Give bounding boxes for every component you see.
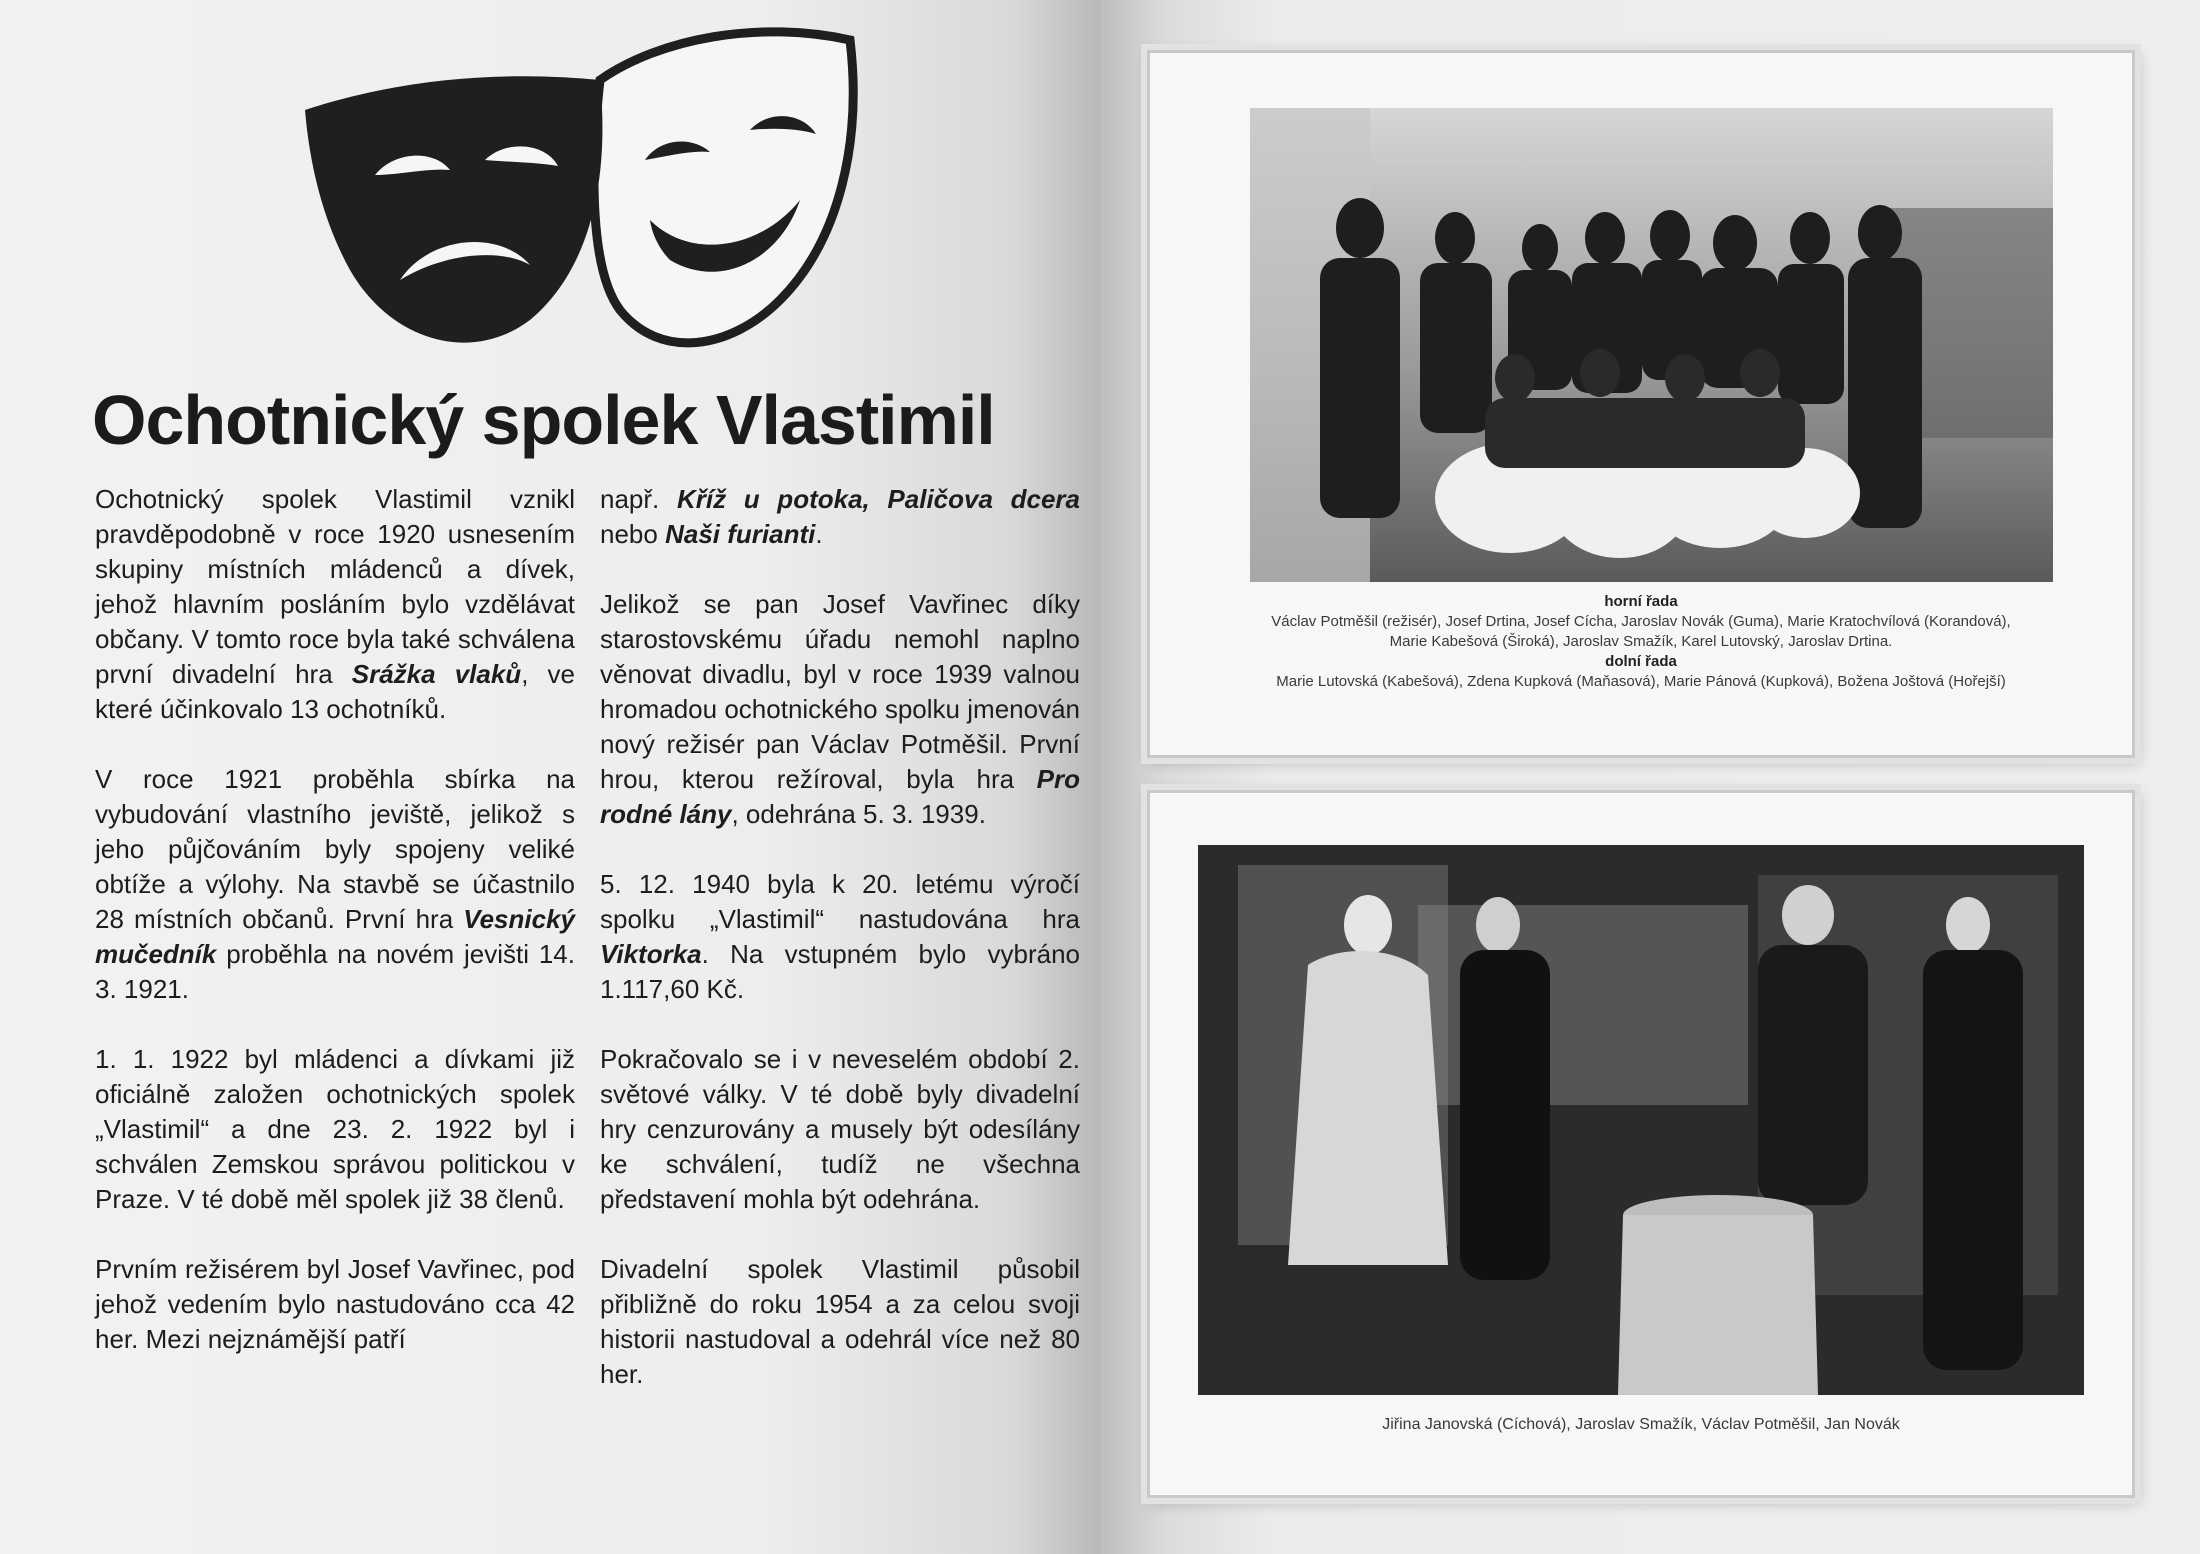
text-column-2 bbox=[600, 482, 1080, 1427]
group-photo bbox=[1250, 108, 2053, 582]
paragraph: Jelikož se pan Josef Vavřinec díky starostovskému úřadu nemohl naplno věnovat divadlu, byl v roce 1939 valnou hromadou ochotnického spolku jmenován nový režisér pan Václav Potměšil. První hrou, kterou režíroval, byla hra Pro rodné lány, odehrána 5. 3. 1939. bbox=[600, 589, 1080, 829]
comedy-mask-icon bbox=[594, 32, 853, 343]
group-photo-caption: horní řada Václav Potměšil (režisér), Josef Drtina, Josef Cícha, Jaroslav Novák (Guma), Marie Kratochvílová (Korandová), Marie Kabešová (Široká), Jaroslav Smažík, Karel Lutovský, Jaroslav Drtina. dolní řada Marie Lutovská (Kabešová), Zdena Kupková (Maňasová), Marie Pánová (Kupková), Božena Joštová (Hořejší) bbox=[1271, 593, 2011, 690]
stage-photo bbox=[1198, 845, 2084, 1395]
stage-photo-caption: Jiřina Janovská (Cíchová), Jaroslav Smažík, Václav Potměšil, Jan Novák bbox=[1382, 1416, 1900, 1433]
page-title: Ochotnický spolek Vlastimil bbox=[92, 381, 995, 459]
actor-figure-1 bbox=[1460, 897, 1550, 1280]
text-column-1 bbox=[95, 482, 575, 1392]
stage-photo-image bbox=[1198, 845, 2084, 1395]
paragraph: Ochotnický spolek Vlastimil vznikl pravděpodobně v roce 1920 usnesením skupiny místních mládenců a dívek, jehož hlavním posláním bylo vzdělávat občany. V tomto roce byla také schválena první divadelní hra Srážka vlaků, ve které účinkovalo 13 ochotníků. bbox=[95, 484, 575, 724]
theatre-masks-icon bbox=[300, 10, 860, 370]
photo-frame-stage bbox=[1147, 790, 2135, 1498]
paragraph: V roce 1921 proběhla sbírka na vybudování vlastního jeviště, jelikož s jeho půjčováním byly spojeny veliké obtíže a výlohy. Na stavbě se účastnilo 28 místních občanů. První hra Vesnický mučedník proběhla na novém jevišti 14. 3. 1921. bbox=[95, 764, 575, 1004]
paragraph: Prvním režisérem byl Josef Vavřinec, pod jehož vedením bylo nastudováno cca 42 her. Mezi nejznámější patří bbox=[95, 1254, 575, 1354]
paragraph: 5. 12. 1940 byla k 20. letému výročí spolku „Vlastimil“ nastudována hra Viktorka. Na vstupném bylo vybráno 1.117,60 Kč. bbox=[600, 869, 1080, 1004]
paragraph: např. Kříž u potoka, Paličova dcera nebo Naši furianti. bbox=[600, 484, 1080, 549]
group-photo-image bbox=[1250, 108, 2053, 582]
paragraph: Divadelní spolek Vlastimil působil přibližně do roku 1954 a za celou svoji historii nastudoval a odehrál více než 80 her. bbox=[600, 1254, 1080, 1389]
paragraph: Pokračovalo se i v neveselém období 2. světové války. V té době byly divadelní hry cenzurovány a musely být odesílány ke schválení, tudíž ne všechna představení mohla být odehrána. bbox=[600, 1044, 1080, 1214]
table-with-cloth bbox=[1618, 1195, 1818, 1395]
photo-frame-group bbox=[1147, 50, 2135, 758]
actor-figure-3 bbox=[1923, 897, 2023, 1370]
tragedy-mask-icon bbox=[305, 76, 602, 342]
paragraph: 1. 1. 1922 byl mládenci a dívkami již oficiálně založen ochotnických spolek „Vlastimil“ a dne 23. 2. 1922 byl i schválen Zemskou správou politickou v Praze. V té době měl spolek již 38 členů. bbox=[95, 1044, 575, 1214]
